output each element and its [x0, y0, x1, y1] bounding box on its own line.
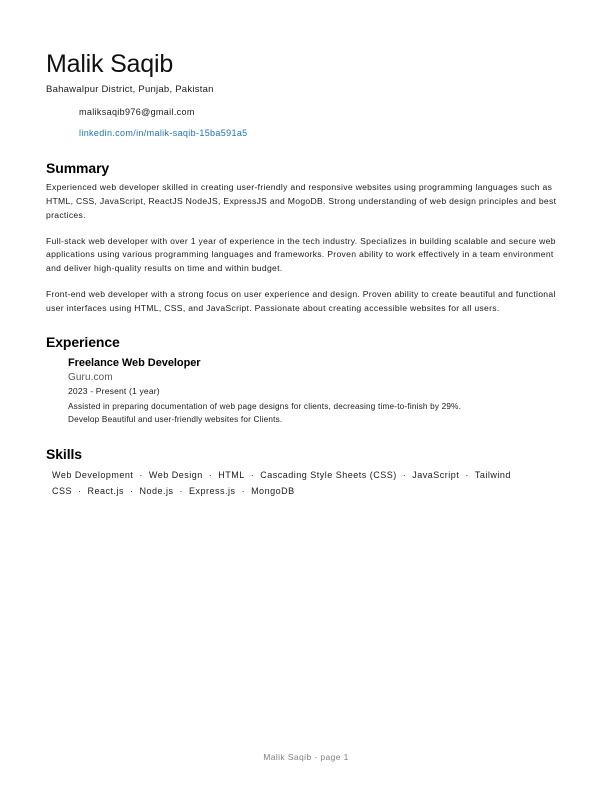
linkedin-link[interactable]: linkedin.com/in/malik-saqib-15ba591a5	[79, 127, 248, 138]
skill-item: Node.js	[139, 486, 174, 497]
experience-company: Guru.com	[68, 372, 113, 384]
resume-header	[46, 50, 566, 138]
summary-paragraph-2: Full-stack web developer with over 1 year of experience in the tech industry. Specializes in building scalable and secure web applications using various programming languages and frameworks. Proven ability to work effectively in a team environment and deliver high-quality results on time and within budget.	[46, 235, 556, 274]
skill-separator: ·	[241, 486, 246, 497]
resume-content	[46, 50, 566, 499]
experience-dates: 2023 - Present (1 year)	[68, 386, 160, 397]
experience-bullet: Develop Beautiful and user-friendly websites for Clients.	[68, 415, 283, 425]
skill-item: HTML	[218, 470, 245, 481]
summary-paragraph-1: Experienced web developer skilled in creating user-friendly and responsive websites using programming languages such as HTML, CSS, JavaScript, ReactJS NodeJS, ExpressJS and MogoDB. Strong understanding of web design principles and best practices.	[46, 181, 557, 220]
experience-role: Freelance Web Developer	[68, 357, 201, 370]
section-skills	[46, 446, 566, 499]
skill-separator: ·	[179, 486, 184, 497]
summary-heading: Summary	[46, 159, 110, 176]
skill-separator: ·	[130, 486, 134, 497]
skill-item: Express.js	[189, 486, 236, 497]
skill-item: Web Development	[52, 470, 134, 481]
skill-item: Tailwind CSS	[52, 470, 511, 497]
skill-separator: ·	[250, 470, 255, 481]
skill-item: Cascading Style Sheets (CSS)	[260, 470, 397, 481]
skill-item: React.js	[87, 486, 125, 497]
skill-separator: ·	[208, 470, 213, 481]
candidate-name: Malik Saqib	[46, 50, 174, 78]
skill-separator: ·	[465, 470, 469, 481]
skill-separator: ·	[139, 470, 143, 481]
email-text: maliksaqib976@gmail.com	[79, 106, 195, 117]
skill-separator: ·	[402, 470, 407, 481]
experience-heading: Experience	[46, 334, 120, 351]
contact-block	[79, 107, 566, 138]
section-experience	[46, 334, 566, 426]
skills-list	[52, 467, 552, 499]
summary-paragraph-3: Front-end web developer with a strong focus on user experience and design. Proven ability to create beautiful and functional user interfaces using HTML, CSS, and JavaScript. Passionate about creating accessible websites for all users.	[46, 289, 556, 314]
skill-separator: ·	[78, 486, 82, 497]
skill-item: MongoDB	[251, 486, 295, 497]
experience-bullet: Assisted in preparing documentation of web page designs for clients, decreasing time-to-finish by 29%.	[68, 402, 462, 412]
candidate-location: Bahawalpur District, Punjab, Pakistan	[46, 83, 214, 95]
skill-item: Web Design	[148, 470, 203, 481]
skill-item: JavaScript	[412, 470, 460, 481]
section-summary	[46, 160, 566, 316]
page-footer: Malik Saqib - page 1	[263, 752, 349, 762]
experience-item	[68, 357, 566, 426]
skills-heading: Skills	[46, 446, 82, 463]
